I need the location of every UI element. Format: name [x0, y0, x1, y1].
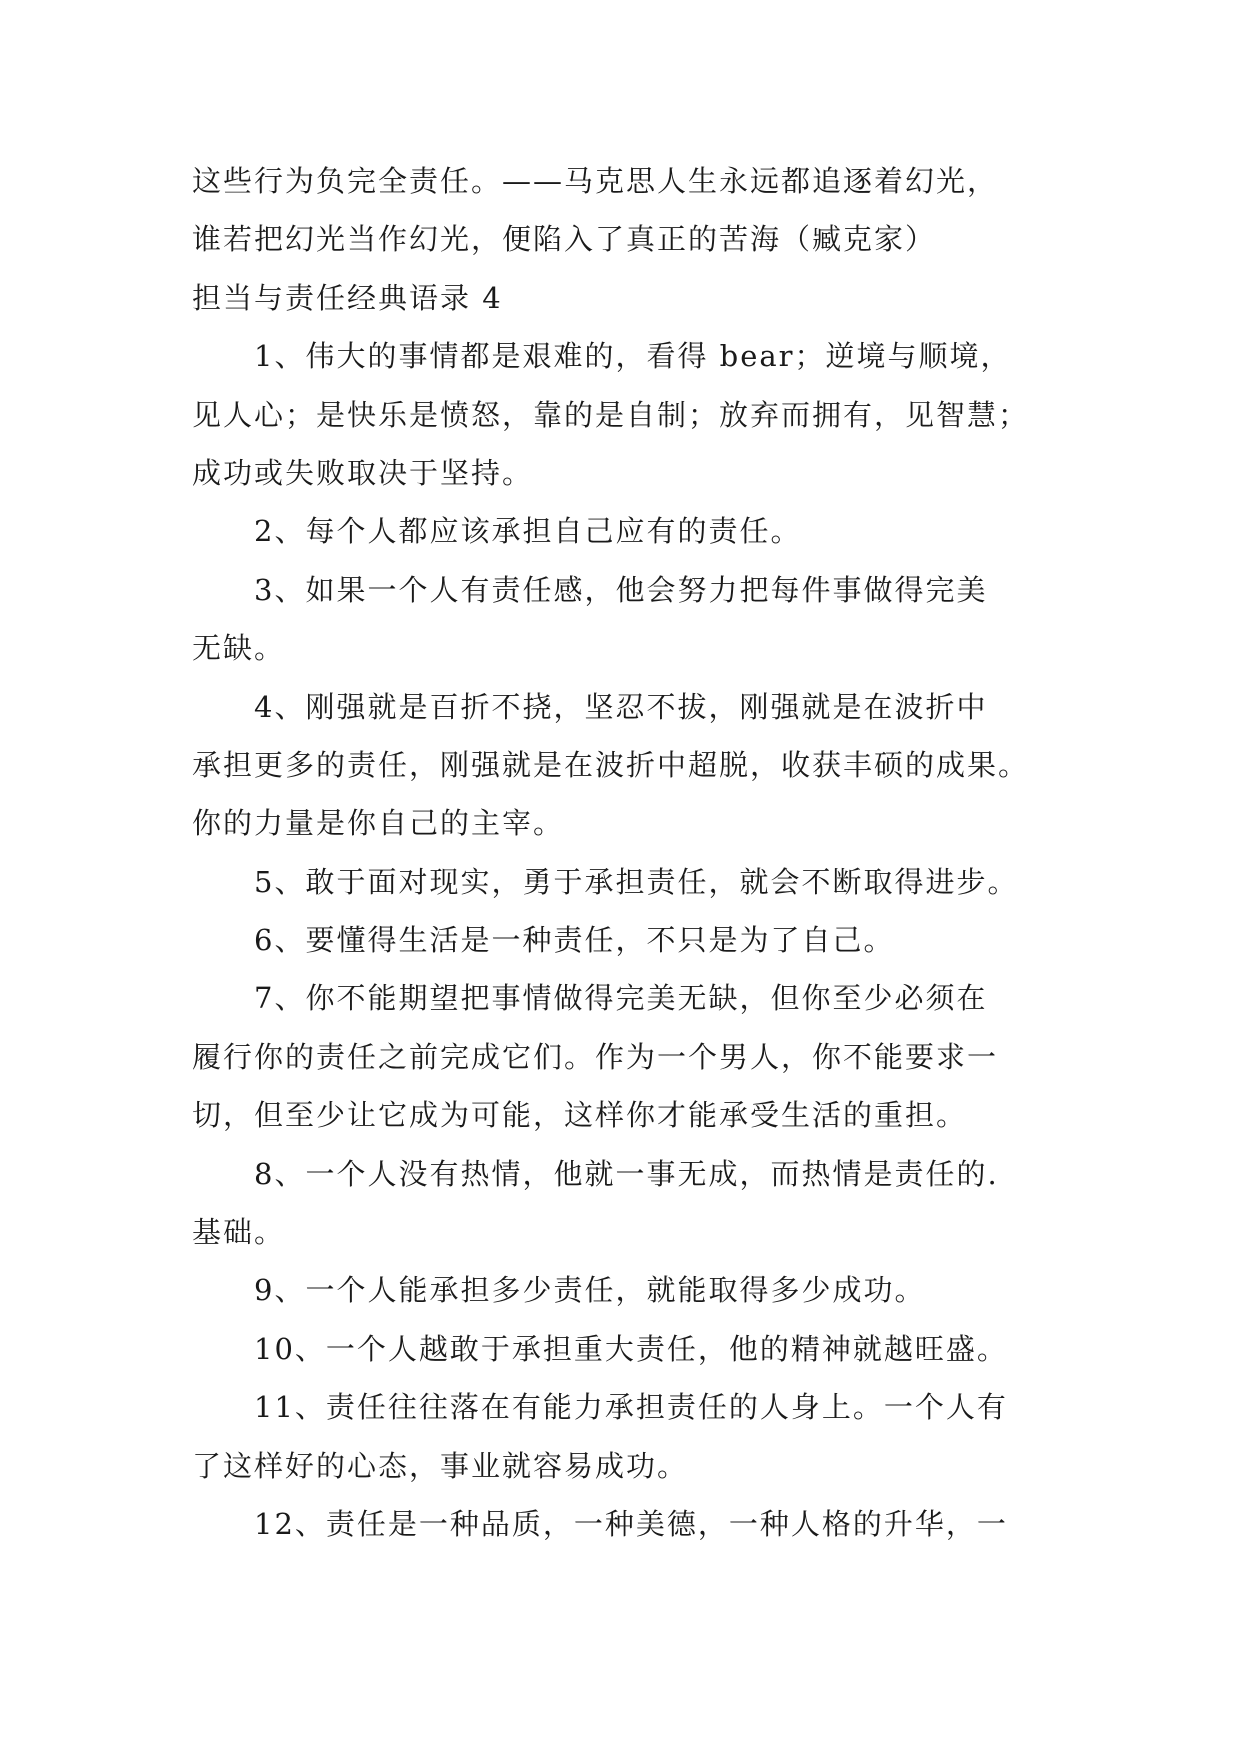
quote-item: 5、敢于面对现实，勇于承担责任，就会不断取得进步。	[254, 864, 1019, 899]
quote-item: 6、要懂得生活是一种责任，不只是为了自己。	[254, 923, 895, 958]
section-heading: 担当与责任经典语录 4	[192, 280, 503, 315]
text-line: 谁若把幻光当作幻光，便陷入了真正的苦海（臧克家）	[192, 222, 937, 257]
text-line: 切，但至少让它成为可能，这样你才能承受生活的重担。	[192, 1098, 968, 1133]
quote-item: 7、你不能期望把事情做得完美无缺，但你至少必须在	[254, 981, 988, 1016]
quote-item: 1、伟大的事情都是艰难的，看得 bear；逆境与顺境，	[254, 339, 1012, 374]
text-line: 成功或失败取决于坚持。	[192, 455, 534, 490]
text-line: 承担更多的责任，刚强就是在波折中超脱，收获丰硕的成果。	[192, 747, 1030, 782]
quote-item: 2、每个人都应该承担自己应有的责任。	[254, 514, 802, 549]
quote-item: 8、一个人没有热情，他就一事无成，而热情是责任的.	[254, 1156, 999, 1191]
text-line: 你的力量是你自己的主宰。	[192, 806, 565, 841]
quote-item: 10、一个人越敢于承担重大责任，他的精神就越旺盛。	[254, 1331, 1008, 1366]
quote-item: 3、如果一个人有责任感，他会努力把每件事做得完美	[254, 572, 988, 607]
quote-item: 12、责任是一种品质，一种美德，一种人格的升华，一	[254, 1506, 1008, 1541]
text-line: 这些行为负完全责任。——马克思人生永远都追逐着幻光，	[192, 164, 999, 198]
quote-item: 9、一个人能承担多少责任，就能取得多少成功。	[254, 1273, 926, 1308]
text-line: 基础。	[192, 1215, 286, 1250]
text-line: 了这样好的心态，事业就容易成功。	[192, 1448, 689, 1483]
text-line: 履行你的责任之前完成它们。作为一个男人，你不能要求一	[192, 1039, 999, 1074]
text-line: 无缺。	[192, 631, 286, 666]
text-line: 见人心；是快乐是愤怒，靠的是自制；放弃而拥有，见智慧；	[192, 397, 1030, 432]
quote-item: 4、刚强就是百折不挠，坚忍不拔，刚强就是在波折中	[254, 689, 988, 724]
document-body	[192, 152, 1052, 1553]
quote-item: 11、责任往往落在有能力承担责任的人身上。一个人有	[254, 1390, 1008, 1425]
